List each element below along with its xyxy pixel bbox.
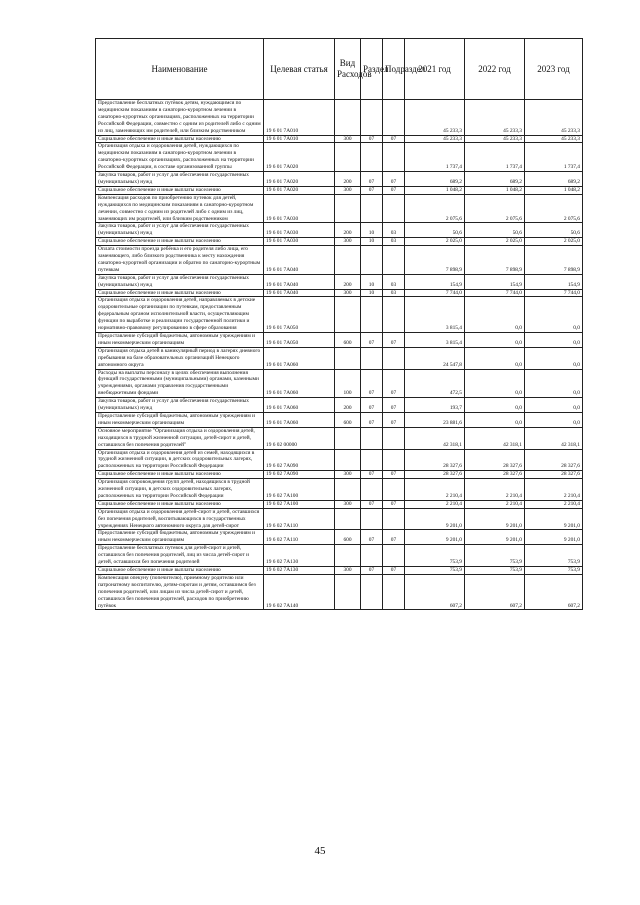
row-section: 07 bbox=[361, 172, 383, 187]
row-target-article: 19 6 01 7А040 bbox=[264, 246, 335, 275]
row-expense-type: 300 bbox=[335, 135, 361, 143]
row-expense-type: 200 bbox=[335, 398, 361, 413]
row-target-article: 19 6 01 7А030 bbox=[264, 223, 335, 238]
row-name: Закупка товаров, работ и услуг для обеспечения государственных (муниципальных) нужд bbox=[96, 274, 264, 289]
row-value-2021: 28 327,6 bbox=[405, 471, 465, 479]
row-name: Социальное обеспечение и иные выплаты населению bbox=[96, 135, 264, 143]
row-name: Социальное обеспечение и иные выплаты населению bbox=[96, 500, 264, 508]
row-expense-type: 200 bbox=[335, 172, 361, 187]
row-section: 07 bbox=[361, 333, 383, 348]
row-section bbox=[361, 347, 383, 369]
row-value-2023: 0,0 bbox=[525, 369, 583, 398]
row-target-article: 19 6 01 7А050 bbox=[264, 333, 335, 348]
row-value-2023: 7 744,0 bbox=[525, 289, 583, 297]
budget-table-container bbox=[95, 38, 582, 610]
row-expense-type: 600 bbox=[335, 530, 361, 545]
row-name: Предоставление бесплатных путёвок детям, нуждающимся по медицинским показаниям в санаторно-курортном лечении в санаторно-курортных организациях, расположенных на территории Российской Федерации, совместно с одним из родителей либо с одним из лиц, заменяющих им родителей, или близким родственником bbox=[96, 100, 264, 136]
row-target-article: 19 6 02 00000 bbox=[264, 427, 335, 449]
row-section: 10 bbox=[361, 274, 383, 289]
row-section bbox=[361, 479, 383, 501]
header-2021: 2021 год bbox=[405, 39, 465, 100]
table-row bbox=[96, 194, 583, 223]
row-expense-type: 200 bbox=[335, 274, 361, 289]
row-value-2023: 2 025,0 bbox=[525, 238, 583, 246]
row-expense-type bbox=[335, 479, 361, 501]
row-value-2022: 1 737,4 bbox=[465, 143, 525, 172]
row-value-2022: 28 327,6 bbox=[465, 471, 525, 479]
table-row bbox=[96, 412, 583, 427]
row-name: Компенсация опекуну (попечителю), приемному родителю или патронатному воспитателю, детям-сиротам и детям, оставшимся без попечения родителей, или лицам из числа детей-сирот и детей, оставшихся без попечения родителей, расходов по приобретению путёвок bbox=[96, 574, 264, 610]
row-section: 07 bbox=[361, 530, 383, 545]
row-expense-type bbox=[335, 574, 361, 610]
row-value-2021: 7 898,9 bbox=[405, 246, 465, 275]
row-value-2021: 9 201,0 bbox=[405, 530, 465, 545]
table-row bbox=[96, 100, 583, 136]
row-value-2023: 7 898,9 bbox=[525, 246, 583, 275]
row-subsection bbox=[383, 508, 405, 530]
row-value-2022: 45 233,3 bbox=[465, 135, 525, 143]
row-expense-type bbox=[335, 347, 361, 369]
table-row bbox=[96, 479, 583, 501]
row-value-2022: 2 025,0 bbox=[465, 238, 525, 246]
row-name: Предоставление субсидий бюджетным, автономным учреждениям и иным некоммерческим организациям bbox=[96, 333, 264, 348]
row-section: 07 bbox=[361, 412, 383, 427]
row-section bbox=[361, 427, 383, 449]
table-row bbox=[96, 289, 583, 297]
row-expense-type: 300 bbox=[335, 238, 361, 246]
table-row bbox=[96, 471, 583, 479]
table-row bbox=[96, 135, 583, 143]
table-row bbox=[96, 223, 583, 238]
row-value-2021: 9 201,0 bbox=[405, 508, 465, 530]
row-section: 07 bbox=[361, 398, 383, 413]
row-value-2022: 0,0 bbox=[465, 297, 525, 333]
row-value-2023: 2 210,4 bbox=[525, 479, 583, 501]
row-value-2021: 1 048,2 bbox=[405, 186, 465, 194]
row-value-2022: 9 201,0 bbox=[465, 530, 525, 545]
row-section bbox=[361, 297, 383, 333]
row-value-2022: 7 744,0 bbox=[465, 289, 525, 297]
row-subsection: 07 bbox=[383, 398, 405, 413]
row-name: Предоставление бесплатных путевок для детей-сирот и детей, оставшихся без попечения родителей, лиц из числа детей-сирот и детей, оставшихся без попечения родителей bbox=[96, 545, 264, 567]
row-section bbox=[361, 574, 383, 610]
row-name: Закупка товаров, работ и услуг для обеспечения государственных (муниципальных) нужд bbox=[96, 172, 264, 187]
table-row bbox=[96, 398, 583, 413]
row-value-2022: 0,0 bbox=[465, 347, 525, 369]
row-subsection: 03 bbox=[383, 274, 405, 289]
table-row bbox=[96, 369, 583, 398]
row-target-article: 19 6 02 7А100 bbox=[264, 479, 335, 501]
row-name: Расходы на выплаты персоналу в целях обеспечения выполнения функций государственными (муниципальными) органами, казенными учреждениями, органами управления государственными внебюджетными фондами bbox=[96, 369, 264, 398]
table-row bbox=[96, 545, 583, 567]
row-expense-type: 300 bbox=[335, 289, 361, 297]
table-row bbox=[96, 274, 583, 289]
row-value-2022: 50,6 bbox=[465, 223, 525, 238]
row-value-2023: 607,2 bbox=[525, 574, 583, 610]
row-subsection bbox=[383, 479, 405, 501]
row-name: Основное мероприятие "Организация отдыха и оздоровления детей, находящихся в трудной жизненной ситуации, детей-сирот и детей, оставшихся без попечения родителей" bbox=[96, 427, 264, 449]
row-value-2021: 45 233,3 bbox=[405, 135, 465, 143]
row-section bbox=[361, 246, 383, 275]
table-header-row bbox=[96, 39, 583, 100]
row-value-2023: 1 048,2 bbox=[525, 186, 583, 194]
row-value-2021: 193,7 bbox=[405, 398, 465, 413]
row-value-2023: 0,0 bbox=[525, 398, 583, 413]
row-subsection bbox=[383, 297, 405, 333]
row-value-2023: 154,9 bbox=[525, 274, 583, 289]
row-value-2023: 9 201,0 bbox=[525, 508, 583, 530]
row-value-2021: 607,2 bbox=[405, 574, 465, 610]
row-value-2022: 607,2 bbox=[465, 574, 525, 610]
row-section bbox=[361, 194, 383, 223]
row-value-2023: 2 210,4 bbox=[525, 500, 583, 508]
table-row bbox=[96, 246, 583, 275]
header-expense-type: Вид Расходов bbox=[335, 39, 361, 100]
budget-table bbox=[95, 38, 583, 610]
row-section: 07 bbox=[361, 135, 383, 143]
row-value-2022: 2 075,6 bbox=[465, 194, 525, 223]
row-value-2021: 2 075,6 bbox=[405, 194, 465, 223]
row-target-article: 19 6 01 7А060 bbox=[264, 347, 335, 369]
row-subsection bbox=[383, 143, 405, 172]
row-value-2023: 1 737,4 bbox=[525, 143, 583, 172]
row-value-2022: 9 201,0 bbox=[465, 508, 525, 530]
row-target-article: 19 6 01 7А040 bbox=[264, 274, 335, 289]
row-target-article: 19 6 02 7А110 bbox=[264, 508, 335, 530]
row-value-2022: 689,2 bbox=[465, 172, 525, 187]
table-row bbox=[96, 238, 583, 246]
row-value-2021: 472,5 bbox=[405, 369, 465, 398]
row-subsection bbox=[383, 246, 405, 275]
row-subsection bbox=[383, 194, 405, 223]
row-target-article: 19 6 02 7А130 bbox=[264, 545, 335, 567]
row-section: 07 bbox=[361, 369, 383, 398]
row-value-2021: 3 815,4 bbox=[405, 297, 465, 333]
row-name: Организация отдыха и оздоровления детей-сирот и детей, оставшихся без попечения родителей, воспитывающихся в государственных учреждениях Ненецкого автономного округа для детей-сирот bbox=[96, 508, 264, 530]
row-value-2021: 753,9 bbox=[405, 567, 465, 575]
row-value-2021: 753,9 bbox=[405, 545, 465, 567]
row-value-2022: 0,0 bbox=[465, 333, 525, 348]
row-target-article: 19 6 02 7А100 bbox=[264, 500, 335, 508]
row-section bbox=[361, 508, 383, 530]
row-name: Социальное обеспечение и иные выплаты населению bbox=[96, 471, 264, 479]
row-expense-type: 300 bbox=[335, 567, 361, 575]
row-value-2022: 753,9 bbox=[465, 567, 525, 575]
row-expense-type bbox=[335, 100, 361, 136]
row-subsection bbox=[383, 347, 405, 369]
table-row bbox=[96, 333, 583, 348]
row-value-2022: 7 898,9 bbox=[465, 246, 525, 275]
row-section: 07 bbox=[361, 500, 383, 508]
row-section: 10 bbox=[361, 223, 383, 238]
row-target-article: 19 6 02 7А110 bbox=[264, 530, 335, 545]
row-name: Организация сопровождения групп детей, находящихся в трудной жизненной ситуации, в детских оздоровительных лагерях, расположенных на территории Российской Федерации bbox=[96, 479, 264, 501]
page-number: 45 bbox=[314, 845, 326, 857]
row-name: Организация отдыха детей в каникулярный период в лагерях дневного пребывания на базе образовательных организаций Ненецкого автономного округа bbox=[96, 347, 264, 369]
table-row bbox=[96, 500, 583, 508]
table-row bbox=[96, 347, 583, 369]
row-subsection: 07 bbox=[383, 500, 405, 508]
row-value-2022: 1 048,2 bbox=[465, 186, 525, 194]
row-value-2023: 28 327,6 bbox=[525, 471, 583, 479]
row-value-2022: 0,0 bbox=[465, 369, 525, 398]
row-subsection: 07 bbox=[383, 369, 405, 398]
row-name: Закупка товаров, работ и услуг для обеспечения государственных (муниципальных) нужд bbox=[96, 398, 264, 413]
row-value-2022: 154,9 bbox=[465, 274, 525, 289]
row-subsection: 07 bbox=[383, 135, 405, 143]
row-subsection bbox=[383, 574, 405, 610]
table-row bbox=[96, 530, 583, 545]
table-row bbox=[96, 449, 583, 471]
row-value-2022: 45 233,3 bbox=[465, 100, 525, 136]
row-name: Оплата стоимости проезда ребёнка и его родителя либо лица, его заменяющего, либо близкого родственника к месту нахождения санаторно-курортной организации и обратно по санаторно-курортным путевкам bbox=[96, 246, 264, 275]
header-2022: 2022 год bbox=[465, 39, 525, 100]
table-row bbox=[96, 297, 583, 333]
row-value-2022: 42 318,1 bbox=[465, 427, 525, 449]
row-subsection: 07 bbox=[383, 172, 405, 187]
row-subsection: 07 bbox=[383, 412, 405, 427]
row-expense-type: 600 bbox=[335, 333, 361, 348]
row-value-2021: 24 547,8 bbox=[405, 347, 465, 369]
table-row bbox=[96, 143, 583, 172]
row-name: Социальное обеспечение и иные выплаты населению bbox=[96, 289, 264, 297]
table-row bbox=[96, 186, 583, 194]
row-target-article: 19 6 01 7А020 bbox=[264, 143, 335, 172]
row-value-2023: 42 318,1 bbox=[525, 427, 583, 449]
row-subsection: 03 bbox=[383, 238, 405, 246]
row-target-article: 19 6 01 7А020 bbox=[264, 186, 335, 194]
table-row bbox=[96, 427, 583, 449]
header-section: Раздел bbox=[361, 39, 383, 100]
header-subsection: Подраздел bbox=[383, 39, 405, 100]
row-value-2023: 45 233,3 bbox=[525, 135, 583, 143]
row-value-2021: 45 233,3 bbox=[405, 100, 465, 136]
row-subsection: 07 bbox=[383, 530, 405, 545]
row-name: Предоставление субсидий бюджетным, автономным учреждениям и иным некоммерческим организациям bbox=[96, 412, 264, 427]
table-body bbox=[96, 100, 583, 610]
row-target-article: 19 6 01 7А030 bbox=[264, 238, 335, 246]
row-target-article: 19 6 02 7А140 bbox=[264, 574, 335, 610]
row-expense-type: 300 bbox=[335, 471, 361, 479]
row-target-article: 19 6 01 7А030 bbox=[264, 194, 335, 223]
row-expense-type: 100 bbox=[335, 369, 361, 398]
row-value-2023: 2 075,6 bbox=[525, 194, 583, 223]
row-target-article: 19 6 01 7А020 bbox=[264, 172, 335, 187]
row-subsection: 03 bbox=[383, 223, 405, 238]
row-value-2021: 3 815,4 bbox=[405, 333, 465, 348]
row-section: 07 bbox=[361, 471, 383, 479]
table-row bbox=[96, 508, 583, 530]
row-value-2021: 42 318,1 bbox=[405, 427, 465, 449]
row-target-article: 19 6 02 7А090 bbox=[264, 449, 335, 471]
row-subsection bbox=[383, 427, 405, 449]
row-subsection: 07 bbox=[383, 471, 405, 479]
row-value-2023: 0,0 bbox=[525, 412, 583, 427]
row-target-article: 19 6 02 7А090 bbox=[264, 471, 335, 479]
row-expense-type bbox=[335, 194, 361, 223]
row-value-2021: 689,2 bbox=[405, 172, 465, 187]
row-value-2022: 0,0 bbox=[465, 398, 525, 413]
row-value-2023: 45 233,3 bbox=[525, 100, 583, 136]
row-target-article: 19 6 01 7А010 bbox=[264, 135, 335, 143]
row-subsection bbox=[383, 100, 405, 136]
row-subsection: 03 bbox=[383, 289, 405, 297]
row-expense-type bbox=[335, 246, 361, 275]
row-section bbox=[361, 143, 383, 172]
row-target-article: 19 6 02 7А130 bbox=[264, 567, 335, 575]
row-value-2023: 0,0 bbox=[525, 297, 583, 333]
row-expense-type bbox=[335, 143, 361, 172]
row-expense-type bbox=[335, 545, 361, 567]
row-value-2022: 28 327,6 bbox=[465, 449, 525, 471]
row-value-2023: 50,6 bbox=[525, 223, 583, 238]
table-row bbox=[96, 567, 583, 575]
row-section bbox=[361, 100, 383, 136]
row-name: Предоставление субсидий бюджетным, автономным учреждениям и иным некоммерческим организациям bbox=[96, 530, 264, 545]
row-value-2021: 7 744,0 bbox=[405, 289, 465, 297]
row-value-2022: 2 210,4 bbox=[465, 500, 525, 508]
row-target-article: 19 6 01 7А060 bbox=[264, 369, 335, 398]
row-section bbox=[361, 545, 383, 567]
row-expense-type: 200 bbox=[335, 223, 361, 238]
row-value-2023: 0,0 bbox=[525, 333, 583, 348]
row-value-2021: 28 327,6 bbox=[405, 449, 465, 471]
row-expense-type bbox=[335, 508, 361, 530]
row-value-2023: 753,9 bbox=[525, 567, 583, 575]
row-subsection bbox=[383, 449, 405, 471]
row-value-2021: 50,6 bbox=[405, 223, 465, 238]
row-value-2021: 2 210,4 bbox=[405, 500, 465, 508]
row-value-2022: 0,0 bbox=[465, 412, 525, 427]
row-name: Организация отдыха и оздоровления детей из семей, находящихся в трудной жизненной ситуации, в детских оздоровительных лагерях, расположенных на территории Российской Федерации bbox=[96, 449, 264, 471]
row-subsection: 07 bbox=[383, 567, 405, 575]
row-section bbox=[361, 449, 383, 471]
row-value-2021: 23 881,6 bbox=[405, 412, 465, 427]
row-subsection: 07 bbox=[383, 186, 405, 194]
row-name: Организация отдыха и оздоровления детей, нуждающихся по медицинским показаниям в санаторно-курортном лечении в санаторно-курортных организациях, расположенных на территории Российской Федерации, в составе организованной группы bbox=[96, 143, 264, 172]
row-target-article: 19 6 01 7А050 bbox=[264, 297, 335, 333]
row-section: 07 bbox=[361, 567, 383, 575]
row-target-article: 19 6 01 7А060 bbox=[264, 398, 335, 413]
row-value-2021: 1 737,4 bbox=[405, 143, 465, 172]
header-name: Наименование bbox=[96, 39, 264, 100]
row-name: Социальное обеспечение и иные выплаты населению bbox=[96, 238, 264, 246]
table-row bbox=[96, 172, 583, 187]
row-name: Закупка товаров, работ и услуг для обеспечения государственных (муниципальных) нужд bbox=[96, 223, 264, 238]
header-2023: 2023 год bbox=[525, 39, 583, 100]
row-value-2023: 753,9 bbox=[525, 545, 583, 567]
row-value-2023: 0,0 bbox=[525, 347, 583, 369]
row-target-article: 19 6 01 7А060 bbox=[264, 412, 335, 427]
row-section: 07 bbox=[361, 186, 383, 194]
row-name: Компенсация расходов по приобретению путевок для детей, нуждающихся по медицинским показаниям в санаторно-курортном лечении, совместно с одним из родителей либо с одним из лиц, заменяющих им родителей, или близким родственником bbox=[96, 194, 264, 223]
row-value-2021: 2 210,4 bbox=[405, 479, 465, 501]
row-expense-type: 600 bbox=[335, 412, 361, 427]
row-subsection: 07 bbox=[383, 333, 405, 348]
row-name: Социальное обеспечение и иные выплаты населению bbox=[96, 567, 264, 575]
row-name: Социальное обеспечение и иные выплаты населению bbox=[96, 186, 264, 194]
row-subsection bbox=[383, 545, 405, 567]
row-value-2021: 154,9 bbox=[405, 274, 465, 289]
row-value-2023: 28 327,6 bbox=[525, 449, 583, 471]
row-value-2022: 753,9 bbox=[465, 545, 525, 567]
row-expense-type: 300 bbox=[335, 186, 361, 194]
row-target-article: 19 6 01 7А040 bbox=[264, 289, 335, 297]
row-expense-type: 300 bbox=[335, 500, 361, 508]
row-expense-type bbox=[335, 449, 361, 471]
row-name: Организация отдыха и оздоровления детей, направляемых в детские оздоровительные организации по путевкам, предоставленным федеральным органом исполнительной власти, осуществляющим функции по выработке и реализации государственной политики и нормативно-правовому регулированию в сфере образования bbox=[96, 297, 264, 333]
row-value-2023: 9 201,0 bbox=[525, 530, 583, 545]
row-section: 10 bbox=[361, 238, 383, 246]
row-expense-type bbox=[335, 427, 361, 449]
row-value-2022: 2 210,4 bbox=[465, 479, 525, 501]
header-target-article: Целевая статья bbox=[264, 39, 335, 100]
row-target-article: 19 6 01 7А010 bbox=[264, 100, 335, 136]
row-value-2023: 689,2 bbox=[525, 172, 583, 187]
table-row bbox=[96, 574, 583, 610]
row-expense-type bbox=[335, 297, 361, 333]
row-section: 10 bbox=[361, 289, 383, 297]
row-value-2021: 2 025,0 bbox=[405, 238, 465, 246]
